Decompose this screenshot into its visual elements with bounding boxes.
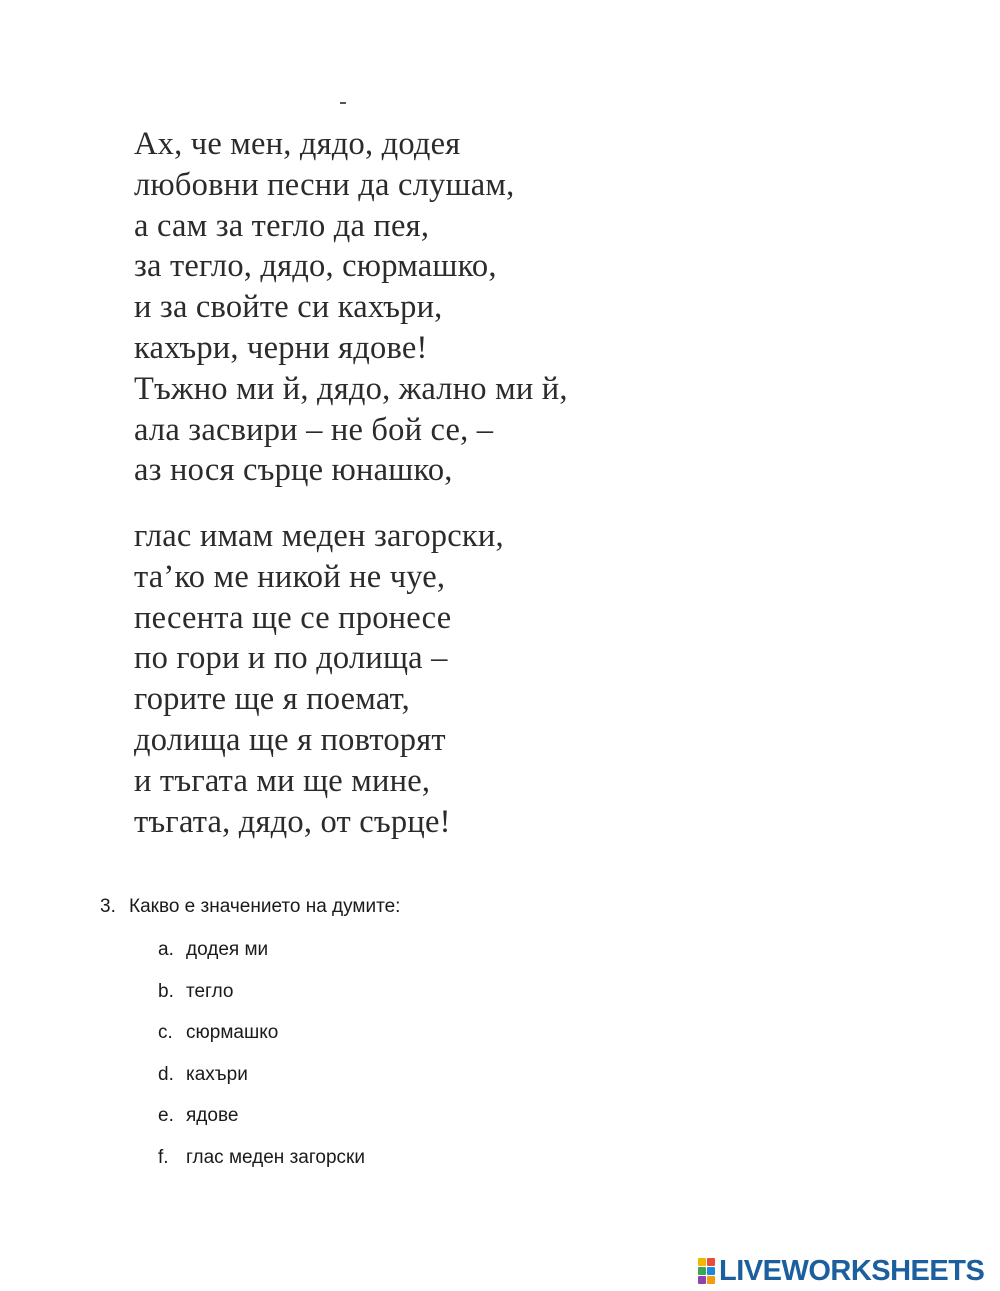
option-item — [158, 1021, 365, 1063]
option-item — [158, 1063, 365, 1105]
logo-block — [707, 1258, 715, 1266]
option-text: додея ми — [186, 939, 269, 960]
poem-line: глас имам меден загорски, — [134, 518, 504, 554]
poem-line: песента ще се пронесе — [134, 599, 452, 636]
poem-line: долища ще я повторят — [134, 721, 446, 758]
poem-line: аз нося сърце юнашко, — [134, 452, 453, 489]
question-options — [158, 938, 365, 1188]
option-item — [158, 1146, 365, 1188]
option-letter: f. — [158, 1146, 169, 1168]
option-text: глас меден загорски — [186, 1146, 365, 1168]
option-text: ядове — [186, 1105, 239, 1127]
poem-line: любовни песни да слушам, — [134, 166, 515, 203]
liveworksheets-logo[interactable] — [698, 1256, 984, 1286]
poem-line: тъгата, дядо, от сърце! — [134, 803, 451, 840]
logo-block — [707, 1267, 715, 1275]
poem-line: а сам за тегло да пея, — [134, 207, 430, 244]
logo-text: LIVEWORKSHEETS — [719, 1254, 985, 1287]
option-letter: d. — [158, 1063, 174, 1085]
logo-block — [698, 1267, 706, 1275]
poem-line: та’ко ме никой не чуе, — [134, 558, 446, 595]
question-3 — [100, 896, 400, 918]
poem-line: ала засвири – не бой се, – — [134, 411, 494, 448]
logo-block — [707, 1276, 715, 1284]
poem-line: Ах, че мен, дядо, додея — [134, 126, 461, 162]
logo-blocks-icon — [698, 1258, 715, 1284]
stray-dash-mark — [340, 102, 346, 104]
poem-line: Тъжно ми й, дядо, жално ми й, — [134, 370, 568, 407]
question-number: 3. — [100, 896, 116, 917]
option-letter: c. — [158, 1022, 173, 1044]
option-letter: b. — [158, 980, 174, 1002]
poem-line: за тегло, дядо, сюрмашко, — [134, 248, 497, 285]
poem-stanza-1 — [134, 124, 568, 491]
option-letter: e. — [158, 1105, 174, 1127]
poem-line: и за свойте си кахъри, — [134, 289, 443, 326]
poem-line: и тъгата ми ще мине, — [134, 762, 431, 799]
poem-line: горите ще я поемат, — [134, 681, 410, 718]
poem-stanza-2 — [134, 516, 504, 842]
option-text: тегло — [186, 980, 234, 1002]
option-item — [158, 1104, 365, 1146]
poem-line: кахъри, черни ядове! — [134, 329, 428, 366]
option-letter: a. — [158, 939, 174, 960]
option-item — [158, 938, 365, 980]
question-text: Какво е значението на думите: — [129, 896, 401, 917]
option-item — [158, 980, 365, 1022]
poem-line: по гори и по долища – — [134, 640, 448, 677]
logo-block — [698, 1258, 706, 1266]
logo-block — [698, 1276, 706, 1284]
option-text: кахъри — [186, 1063, 248, 1085]
option-text: сюрмашко — [186, 1022, 279, 1044]
